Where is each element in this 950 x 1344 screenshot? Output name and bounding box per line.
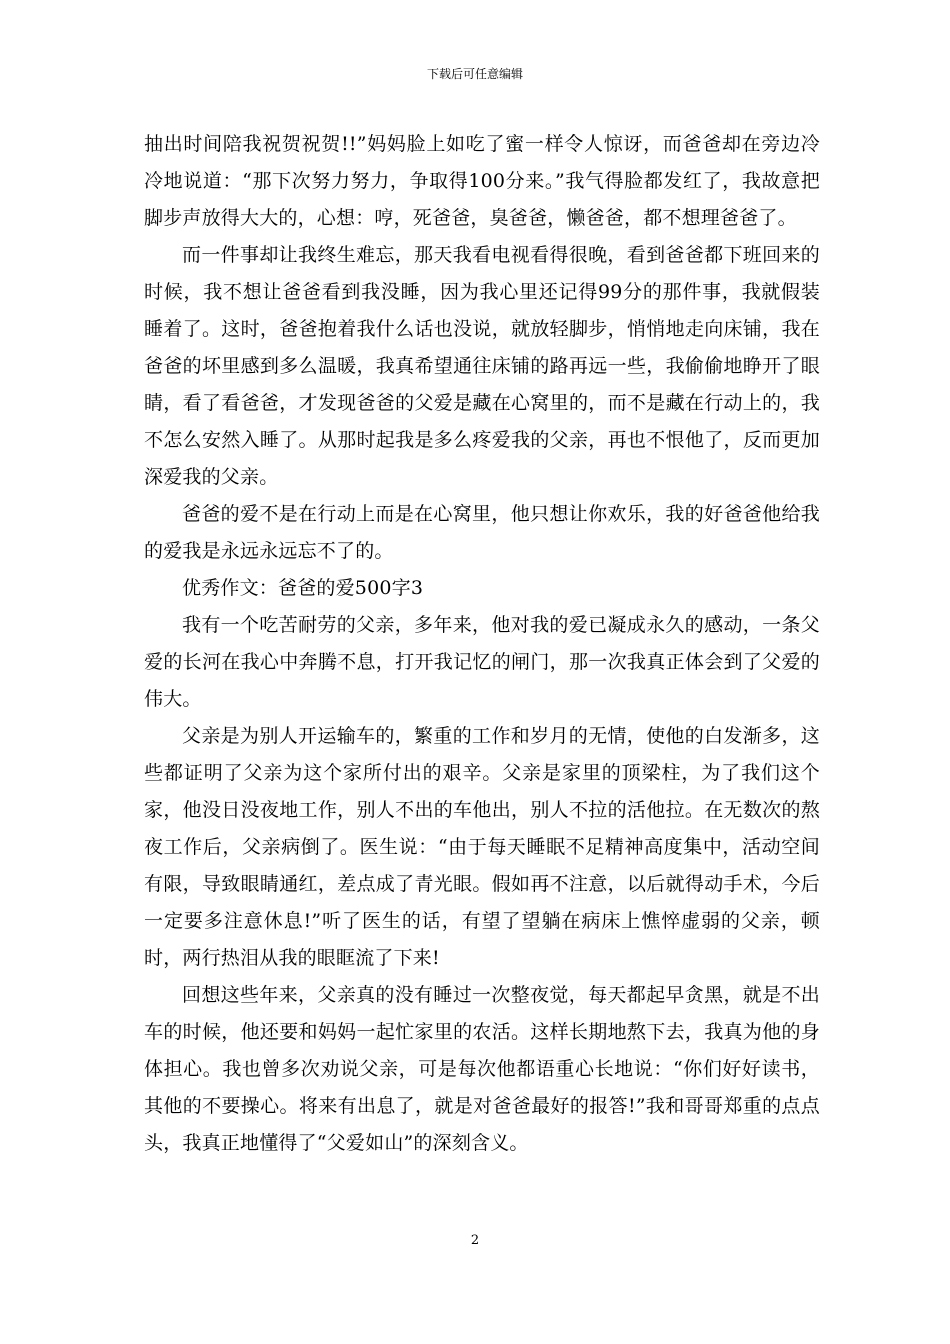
section-heading: 优秀作文：爸爸的爱500字3 [182, 577, 424, 599]
document-body [144, 126, 820, 1162]
page-number: 2 [470, 1233, 480, 1248]
page-header: 下载后可任意编辑 [426, 67, 523, 81]
paragraph-1: 抽出时间陪我祝贺祝贺!!”妈妈脸上如吃了蜜一样令人惊讶，而爸爸却在旁边冷冷地说道：“那下次努力努力，争取得100分来。”我气得脸都发红了，我故意把脚步声放得大大的，心想：哼，死爸爸，臭爸爸，懒爸爸，都不想理爸爸了。 [144, 133, 820, 229]
paragraph-5: 父亲是为别人开运输车的，繁重的工作和岁月的无情，使他的白发渐多，这些都证明了父亲为这个家所付出的艰辛。父亲是家里的顶梁柱，为了我们这个家，他没日没夜地工作，别人不出的车他出，别人不拉的活他拉。在无数次的熬夜工作后，父亲病倒了。医生说：“由于每天睡眠不足精神高度集中，活动空间有限，导致眼睛通红，差点成了青光眼。假如再不注意，以后就得动手术，今后一定要多注意休息!”听了医生的话，有望了望躺在病床上憔悴虚弱的父亲，顿时，两行热泪从我的眼眶流了下来! [144, 725, 820, 969]
paragraph-3: 爸爸的爱不是在行动上而是在心窝里，他只想让你欢乐，我的好爸爸他给我的爱我是永远永远忘不了的。 [144, 503, 820, 562]
paragraph-4: 我有一个吃苦耐劳的父亲，多年来，他对我的爱已凝成永久的感动，一条父爱的长河在我心中奔腾不息，打开我记忆的闸门，那一次我真正体会到了父爱的伟大。 [144, 614, 820, 710]
paragraph-6: 回想这些年来，父亲真的没有睡过一次整夜觉，每天都起早贪黑，就是不出车的时候，他还要和妈妈一起忙家里的农活。这样长期地熬下去，我真为他的身体担心。我也曾多次劝说父亲，可是每次他都语重心长地说：“你们好好读书，其他的不要操心。将来有出息了，就是对爸爸最好的报答!”我和哥哥郑重的点点头，我真正地懂得了“父爱如山”的深刻含义。 [144, 984, 820, 1154]
paragraph-2: 而一件事却让我终生难忘，那天我看电视看得很晚，看到爸爸都下班回来的时候，我不想让爸爸看到我没睡，因为我心里还记得99分的那件事，我就假装睡着了。这时，爸爸抱着我什么话也没说，就放轻脚步，悄悄地走向床铺，我在爸爸的坏里感到多么温暖，我真希望通往床铺的路再远一些，我偷偷地睁开了眼睛，看了看爸爸，才发现爸爸的父爱是藏在心窝里的，而不是藏在行动上的，我不怎么安然入睡了。从那时起我是多么疼爱我的父亲，再也不恨他了，反而更加深爱我的父亲。 [144, 244, 820, 488]
